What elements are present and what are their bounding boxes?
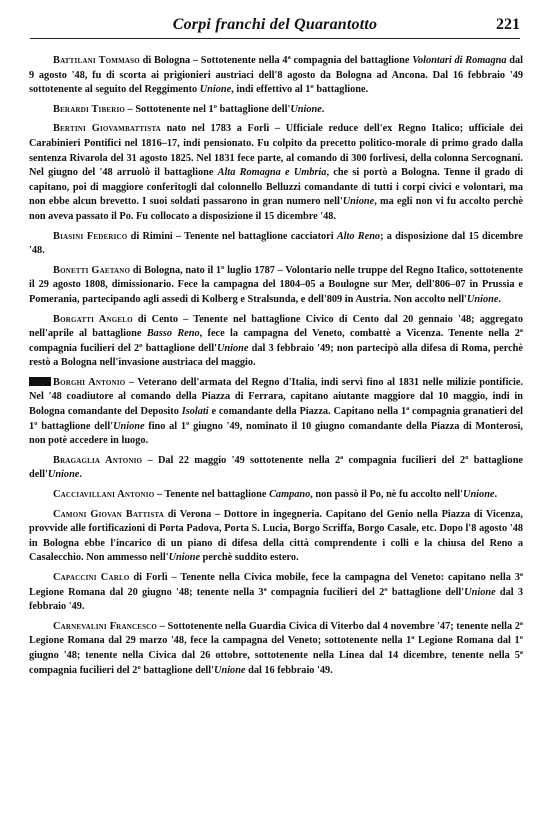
- entry-name: Borghi Antonio: [53, 376, 126, 388]
- entry: [29, 313, 523, 371]
- entry-italic-text: Alta Romagna e Umbria: [217, 167, 327, 179]
- entry: [29, 376, 523, 449]
- entry-text: ; a disposizione dal 15 dicembre '48.: [29, 230, 523, 257]
- running-head: [30, 16, 520, 39]
- entry: [29, 571, 523, 615]
- entry: [29, 54, 523, 98]
- entry-text: – Sottotenente nella Guardia Civica di Viterbo dal 4 novembre '47; tenente nella 2ª Legione Romana dal 29 marzo '48, fece la campagna del Veneto; sottotenente nella 1ª Legione Romana dal 1º giugno '48; tenente nella Civica dal 26 ottobre, sottotenente nella Linea dal 14 dicembre, tenente nella 5ª compagnia fucilieri del 2º battaglione dell': [29, 620, 524, 676]
- entry-text: .: [79, 469, 82, 481]
- entry-name: Camoni Giovan Battista: [53, 508, 165, 520]
- entry-name: Bertini Giovambattista: [53, 123, 161, 135]
- entry-italic-text: Unione: [199, 84, 232, 96]
- ink-blot: [29, 377, 51, 386]
- entry-italic-text: Unione: [214, 664, 246, 676]
- entry: [29, 122, 523, 224]
- entry-text: – Veterano dell'armata del Regno d'Italia, indi servì fino al 1831 nelle milizie pontificie. Nel '48 coadiutore al comando della Piazza di Ferrara, capitano aiutante maggiore dal 10 maggio, indi in Bologna comandante del Deposito: [29, 376, 524, 418]
- entry: [29, 230, 523, 259]
- entry-text: di Bologna – Sottotenente nella 4ª compagnia del battaglione: [139, 55, 413, 66]
- entry-text: perchè suddito estero.: [200, 552, 299, 564]
- entry-italic-text: Unione: [168, 552, 201, 564]
- entry-italic-text: Basso Reno: [146, 328, 200, 340]
- entry-text: di Cento – Tenente nel battaglione Civico di Cento dal 20 gennaio '48; aggregato nell'aprile al battaglione: [29, 313, 523, 340]
- entry-name: Carnevalini Francesco: [53, 620, 158, 632]
- entry-italic-text: Unione: [466, 293, 499, 305]
- entry: [29, 454, 523, 483]
- entry-name: Battilani Tommaso: [53, 55, 140, 66]
- entry-name: Bonetti Gaetano: [53, 264, 131, 276]
- entry-text: , che si portò a Bologna. Tenne il grado di capitano, poi di maggiore conferitogli dal colonnello Belluzzi comandante di tutti i corpi civici e volontari, ma non ebbe alcun brevetto. I suoi soldati passarono in gran numero nell': [29, 167, 523, 208]
- entry-text: dal 3 febbraio '49.: [29, 586, 523, 613]
- entry: [29, 488, 523, 503]
- entry-text: nato nel 1783 a Forlì – Ufficiale reduce dell'ex Regno Italico; ufficiale dei Carabinieri Pontifici nel 1816–17, indi pensionato. Fu colpito da precetto politico-morale di primo grado dalla sentenza Rivarola del 31 agosto 1825. Nel 1831 fece parte, al comando di 300 forlivesi, della colonna Sercognani. Nel giugno del '48 arruolò il battaglione: [29, 123, 523, 179]
- entry-text: di Bologna, nato il 1º luglio 1787 – Volontario nelle truppe del Regno Italico, sottotenente il 29 agosto 1808, dimissionario. Fece la campagna del 1804–05 a Boulogne sur Mer, dell'806–07 in Prussia e Pomerania, partecipando agli assedi di Kolberg e Stralsunda, e dell'809 in Austria. Non accolto nell': [29, 264, 523, 305]
- entry-italic-text: Campano: [269, 489, 311, 501]
- entry-name: Biasini Federico: [53, 230, 128, 242]
- entry-text: .: [321, 103, 325, 115]
- entry-name: Berardi Tiberio: [53, 103, 126, 115]
- entry: [29, 508, 523, 566]
- entry-text: , ma egli non vi fu accolto perchè non aveva passato il Po. Fu collocato a disposizione il 15 dicembre '48.: [29, 196, 523, 222]
- entry-italic-text: Alto Reno: [336, 230, 381, 242]
- entry-text: .: [494, 489, 498, 501]
- entry-name: Borgatti Angelo: [53, 313, 133, 325]
- entry-text: fino al 1º giugno '49, nominato il 10 giugno comandante della Piazza di Monterosi, non potè accedere in luogo.: [29, 420, 523, 447]
- page-number: 221: [496, 16, 520, 33]
- running-title: Corpi franchi del Quarantotto: [172, 16, 378, 33]
- entry: [29, 264, 523, 308]
- entry-name: Cacciavillani Antonio: [53, 489, 155, 501]
- entry-name: Bragaglia Antonio: [53, 454, 143, 466]
- entry-text: dal 3 febbraio '49; non partecipò alla difesa di Roma, perchè restò a Bologna nell'invasione austriaca del maggio.: [29, 342, 523, 369]
- entry-italic-text: Volontari di Romagna: [412, 55, 507, 66]
- entries-list: [29, 54, 523, 683]
- entry-text: dal 16 febbraio '49.: [245, 664, 333, 676]
- entry-text: di Forlì – Tenente nella Civica mobile, fece la campagna del Veneto: capitano nella 3ª Legione Romana dal 20 giugno '48; tenente nella 3ª compagnia fucilieri del 2º battaglione dell': [29, 572, 523, 598]
- entry-italic-text: Unione: [464, 586, 496, 598]
- entry: [29, 103, 523, 118]
- entry-italic-text: Isolati: [181, 406, 209, 418]
- entry-text: dal 9 agosto '48, fu di scorta ai prigionieri austriaci dell'8 agosto da Bologna ad Ancona. Dal 16 febbraio '49 sottotenente al seguito del Reggimento: [29, 55, 524, 96]
- entry-italic-text: Unione: [463, 489, 495, 501]
- entry: [29, 620, 523, 678]
- entry-name: Capaccini Carlo: [53, 572, 130, 583]
- entry-text: – Sottotenente nel 1º battaglione dell': [125, 103, 291, 115]
- entry-italic-text: Unione: [342, 196, 375, 208]
- entry-text: , non passò il Po, nè fu accolto nell': [310, 489, 464, 501]
- entry-italic-text: Unione: [47, 469, 80, 481]
- entry-text: – Dal 22 maggio '49 sottotenente nella 2ª compagnia fucilieri del 2º battaglione dell': [29, 454, 523, 481]
- entry-text: .: [498, 293, 501, 305]
- entry-text: – Tenente nel battaglione: [154, 489, 270, 501]
- entry-text: , indi effettivo al 1º battaglione.: [231, 84, 369, 96]
- entry-text: di Verona – Dottore in ingegneria. Capitano del Genio nella Piazza di Vicenza, provvide alle fortificazioni di Porta Padova, Porta S. Lucia, Borgo Scriffa, Borgo Casale, etc. Dopo l'8 agosto '48 in Bologna ebbe l'incarico di un piano di difesa della città comprendente i colli e la chiusa del Reno a Casalecchio. Non ammesso nell': [29, 508, 523, 564]
- entry-text: , fece la campagna del Veneto, combattè a Vicenza. Tenente nella 2ª compagnia fucilieri del 2º battaglione dell': [29, 328, 523, 354]
- entry-italic-text: Unione: [290, 103, 322, 115]
- entry-text: di Rimini – Tenente nel battaglione cacciatori: [127, 230, 337, 242]
- entry-italic-text: Unione: [113, 420, 145, 432]
- entry-text: e comandante della Piazza. Capitano nella 1ª compagnia granatieri del 1º battaglione dell': [29, 406, 523, 432]
- entry-italic-text: Unione: [216, 342, 249, 354]
